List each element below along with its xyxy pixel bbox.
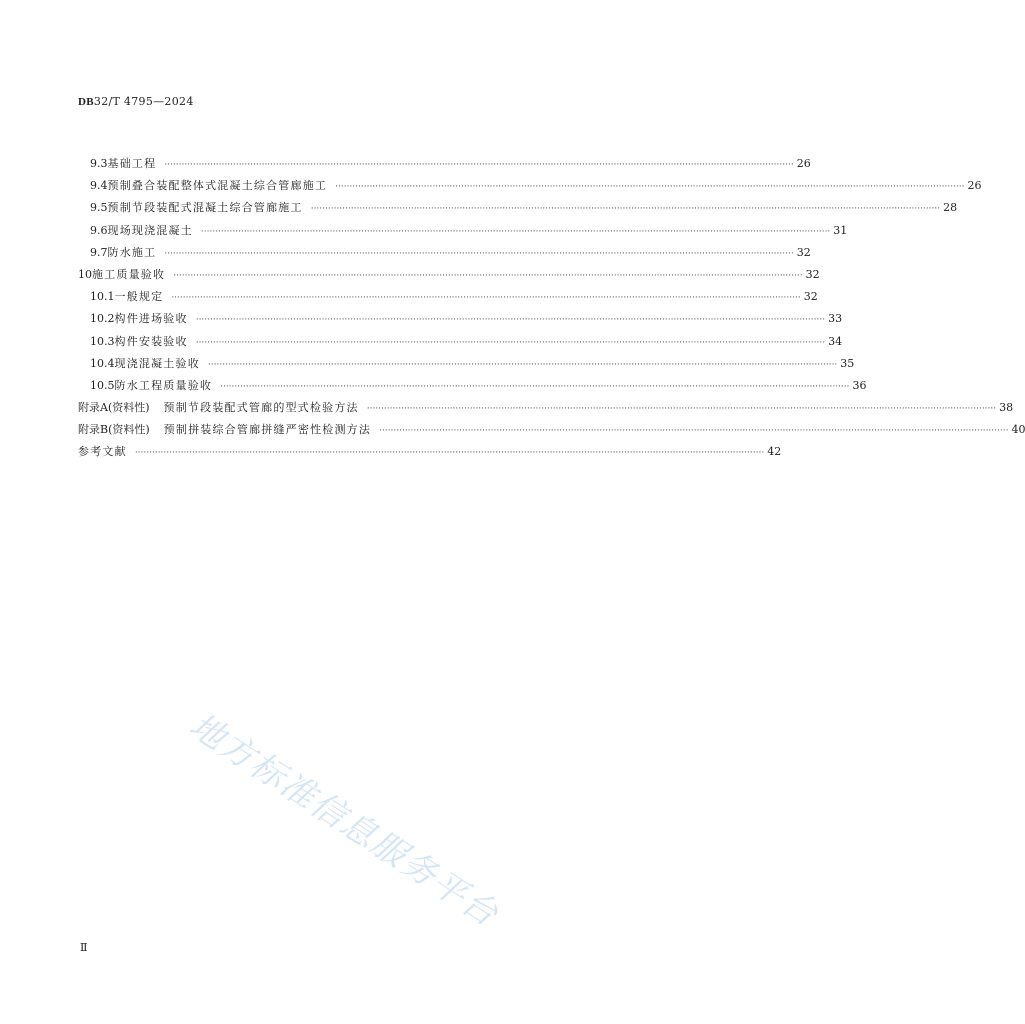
toc-entry-number: 9.6 <box>90 223 108 237</box>
toc-entry-number: 10.4 <box>90 356 115 370</box>
toc-entry-title: 现浇混凝土验收 <box>114 356 200 370</box>
document-code-number: 32/T 4795—2024 <box>93 95 194 108</box>
table-of-contents <box>78 153 1025 464</box>
document-code-prefix: DB <box>78 96 94 108</box>
toc-entry[interactable] <box>78 242 811 264</box>
toc-dot-leader: ···························································································································································································································· <box>200 226 831 237</box>
toc-entry-title: 预制节段装配式混凝土综合管廊施工 <box>107 201 303 215</box>
toc-entry[interactable] <box>78 419 1025 441</box>
toc-dot-leader: ···························································································································································································································· <box>366 404 997 415</box>
toc-dot-leader: ···························································································································································································································· <box>173 270 803 281</box>
toc-dot-leader: ···························································································································································································································· <box>134 448 765 459</box>
toc-entry-number: 附录A(资料性) <box>78 401 150 415</box>
toc-entry[interactable] <box>78 441 782 463</box>
toc-entry-number: 10 <box>78 267 92 281</box>
toc-entry[interactable] <box>78 220 848 242</box>
toc-entry[interactable] <box>78 175 982 197</box>
toc-entry[interactable] <box>78 197 958 219</box>
toc-entry-page: 32 <box>796 245 811 259</box>
toc-entry-number: 9.3 <box>90 157 108 170</box>
watermark: 地方标准信息服务平台 <box>182 705 506 936</box>
toc-entry[interactable] <box>78 153 811 175</box>
toc-dot-leader: ···························································································································································································································· <box>207 359 838 370</box>
toc-entry-title: 预制节段装配式管廊的型式检验方法 <box>163 401 359 415</box>
toc-entry-title: 基础工程 <box>107 157 157 170</box>
toc-entry-number: 10.3 <box>90 334 115 348</box>
toc-entry-number: 附录B(资料性) <box>78 423 150 437</box>
toc-dot-leader: ···························································································································································································································· <box>195 337 826 348</box>
toc-entry-number: 9.4 <box>90 179 108 193</box>
toc-entry-title: 防水工程质量验收 <box>114 378 213 392</box>
document-code <box>78 95 194 108</box>
toc-entry-title: 现场现浇混凝土 <box>107 223 193 237</box>
toc-entry-page: 26 <box>967 179 982 193</box>
toc-entry-title: 构件安装验收 <box>114 334 188 348</box>
toc-entry-page: 31 <box>833 223 848 237</box>
toc-entry-title: 一般规定 <box>114 290 164 304</box>
toc-entry[interactable] <box>78 397 1014 419</box>
toc-dot-leader: ···························································································································································································································· <box>335 182 965 193</box>
toc-entry-page: 38 <box>999 401 1014 415</box>
toc-entry[interactable] <box>78 286 818 308</box>
toc-entry[interactable] <box>78 331 843 353</box>
toc-entry-number: 10.5 <box>90 378 115 392</box>
toc-entry[interactable] <box>78 375 867 397</box>
toc-entry-page: 40 <box>1011 423 1025 437</box>
toc-entry-page: 32 <box>805 267 820 281</box>
toc-entry[interactable] <box>78 264 820 286</box>
toc-dot-leader: ···························································································································································································································· <box>310 204 941 215</box>
toc-entry-title: 参考文献 <box>78 445 127 459</box>
toc-entry-page: 28 <box>943 201 958 215</box>
toc-dot-leader: ···························································································································································································································· <box>220 381 850 392</box>
page-number: Ⅱ <box>80 941 88 954</box>
toc-entry[interactable] <box>78 308 843 330</box>
toc-dot-leader: ···························································································································································································································· <box>171 293 801 304</box>
toc-entry-page: 32 <box>803 290 818 304</box>
toc-entry-page: 34 <box>828 334 843 348</box>
toc-entry-title: 构件进场验收 <box>114 312 188 326</box>
toc-entry-title: 施工质量验收 <box>92 267 166 281</box>
toc-entry-page: 26 <box>796 157 811 170</box>
toc-entry-page: 35 <box>840 356 855 370</box>
toc-entry-title: 防水施工 <box>107 245 157 259</box>
toc-entry-number: 10.2 <box>90 312 115 326</box>
toc-entry-title: 预制拼装综合管廊拼缝严密性检测方法 <box>163 423 372 437</box>
toc-entry-number: 9.5 <box>90 201 108 215</box>
toc-entry-number: 9.7 <box>90 245 108 259</box>
toc-entry-title: 预制叠合装配整体式混凝土综合管廊施工 <box>107 179 328 193</box>
toc-dot-leader: ···························································································································································································································· <box>195 315 826 326</box>
toc-entry-number: 10.1 <box>90 290 115 304</box>
toc-entry-page: 33 <box>828 312 843 326</box>
toc-entry[interactable] <box>78 353 855 375</box>
toc-entry-page: 36 <box>852 378 867 392</box>
toc-dot-leader: ···························································································································································································································· <box>379 426 1009 437</box>
toc-entry-page: 42 <box>767 445 782 459</box>
toc-dot-leader: ···························································································································································································································· <box>164 248 794 259</box>
toc-dot-leader: ···························································································································································································································· <box>164 160 794 170</box>
